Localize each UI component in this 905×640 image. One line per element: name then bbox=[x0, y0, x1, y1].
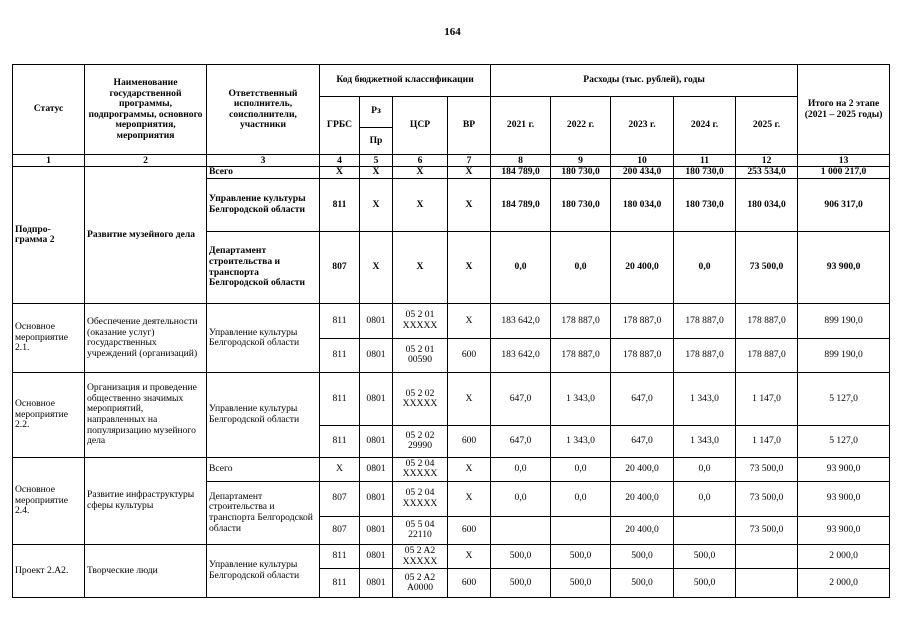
value-cell: 1 343,0 bbox=[674, 426, 736, 458]
vr-cell: X bbox=[448, 481, 491, 516]
total-cell: 899 190,0 bbox=[798, 304, 890, 339]
value-cell: 0,0 bbox=[674, 231, 736, 303]
csr-cell: 05 2 02 29990 bbox=[393, 426, 448, 458]
responsible-cell: Департамент строительства и транспорта Белгородской области bbox=[207, 231, 320, 303]
value-cell: 178 887,0 bbox=[611, 338, 674, 373]
value-cell: 178 887,0 bbox=[551, 338, 611, 373]
table-row bbox=[13, 304, 890, 339]
column-number: 7 bbox=[448, 155, 491, 167]
value-cell: 0,0 bbox=[491, 457, 551, 481]
grbs-cell: 811 bbox=[320, 569, 360, 598]
value-cell: 180 730,0 bbox=[551, 167, 611, 179]
status-cell: Основное мероприятие 2.1. bbox=[13, 304, 85, 373]
column-number: 9 bbox=[551, 155, 611, 167]
vr-cell: X bbox=[448, 231, 491, 303]
responsible-cell: Управление культуры Белгородской области bbox=[207, 304, 320, 373]
total-cell: 906 317,0 bbox=[798, 179, 890, 232]
value-cell: 500,0 bbox=[551, 569, 611, 598]
grbs-cell: 807 bbox=[320, 231, 360, 303]
header-year-2023: 2023 г. bbox=[611, 96, 674, 155]
vr-cell: X bbox=[448, 167, 491, 179]
value-cell: 200 434,0 bbox=[611, 167, 674, 179]
csr-cell: 05 2 04 XXXXX bbox=[393, 457, 448, 481]
rzpr-cell: 0801 bbox=[360, 426, 393, 458]
header-grbs: ГРБС bbox=[320, 96, 360, 155]
grbs-cell: X bbox=[320, 457, 360, 481]
value-cell: 1 343,0 bbox=[551, 426, 611, 458]
total-cell: 93 900,0 bbox=[798, 457, 890, 481]
value-cell: 183 642,0 bbox=[491, 304, 551, 339]
column-number-row bbox=[13, 155, 890, 167]
csr-cell: X bbox=[393, 179, 448, 232]
name-cell: Обеспечение деятельности (оказание услуг) государственных учреждений (организаций) bbox=[85, 304, 207, 373]
responsible-cell: Всего bbox=[207, 167, 320, 179]
rzpr-cell: 0801 bbox=[360, 516, 393, 544]
value-cell: 1 343,0 bbox=[551, 373, 611, 426]
grbs-cell: 807 bbox=[320, 516, 360, 544]
csr-cell: 05 2 01 XXXXX bbox=[393, 304, 448, 339]
grbs-cell: 811 bbox=[320, 426, 360, 458]
header-responsible: Ответственный исполнитель, соисполнители, участники bbox=[207, 65, 320, 155]
total-cell: 2 000,0 bbox=[798, 569, 890, 598]
total-cell: 5 127,0 bbox=[798, 426, 890, 458]
value-cell: 180 730,0 bbox=[551, 179, 611, 232]
rzpr-cell: X bbox=[360, 167, 393, 179]
total-cell: 1 000 217,0 bbox=[798, 167, 890, 179]
column-number: 6 bbox=[393, 155, 448, 167]
table-row bbox=[13, 457, 890, 481]
value-cell: 180 034,0 bbox=[611, 179, 674, 232]
responsible-cell: Управление культуры Белгородской области bbox=[207, 373, 320, 457]
grbs-cell: 811 bbox=[320, 373, 360, 426]
value-cell: 1 147,0 bbox=[736, 426, 798, 458]
vr-cell: X bbox=[448, 179, 491, 232]
name-cell: Развитие инфраструктуры сферы культуры bbox=[85, 457, 207, 544]
rzpr-cell: X bbox=[360, 231, 393, 303]
status-cell: Проект 2.А2. bbox=[13, 545, 85, 598]
csr-cell: 05 2 04 XXXXX bbox=[393, 481, 448, 516]
value-cell bbox=[674, 516, 736, 544]
vr-cell: X bbox=[448, 304, 491, 339]
header-name: Наименование государственной программы, подпрограммы, основного мероприятия, мероприятия bbox=[85, 65, 207, 155]
value-cell: 0,0 bbox=[491, 231, 551, 303]
status-cell: Подпро-грамма 2 bbox=[13, 167, 85, 304]
value-cell: 73 500,0 bbox=[736, 516, 798, 544]
csr-cell: 05 2 A2 XXXXX bbox=[393, 545, 448, 569]
header-row-1 bbox=[13, 65, 890, 97]
vr-cell: X bbox=[448, 545, 491, 569]
value-cell: 180 730,0 bbox=[674, 167, 736, 179]
status-cell: Основное мероприятие 2.4. bbox=[13, 457, 85, 544]
value-cell: 73 500,0 bbox=[736, 481, 798, 516]
rzpr-cell: 0801 bbox=[360, 373, 393, 426]
value-cell: 20 400,0 bbox=[611, 457, 674, 481]
grbs-cell: 807 bbox=[320, 481, 360, 516]
value-cell: 73 500,0 bbox=[736, 457, 798, 481]
value-cell: 647,0 bbox=[611, 426, 674, 458]
grbs-cell: 811 bbox=[320, 304, 360, 339]
value-cell: 647,0 bbox=[491, 426, 551, 458]
vr-cell: 600 bbox=[448, 426, 491, 458]
header-year-2025: 2025 г. bbox=[736, 96, 798, 155]
value-cell bbox=[491, 516, 551, 544]
column-number: 12 bbox=[736, 155, 798, 167]
csr-cell: 05 5 04 22110 bbox=[393, 516, 448, 544]
header-budget-code: Код бюджетной классификации bbox=[320, 65, 491, 97]
vr-cell: 600 bbox=[448, 516, 491, 544]
value-cell bbox=[736, 569, 798, 598]
csr-cell: X bbox=[393, 167, 448, 179]
header-year-2024: 2024 г. bbox=[674, 96, 736, 155]
value-cell: 647,0 bbox=[611, 373, 674, 426]
column-number: 3 bbox=[207, 155, 320, 167]
value-cell: 184 789,0 bbox=[491, 167, 551, 179]
value-cell: 0,0 bbox=[674, 481, 736, 516]
value-cell: 0,0 bbox=[491, 481, 551, 516]
csr-cell: 05 2 02 XXXXX bbox=[393, 373, 448, 426]
value-cell: 253 534,0 bbox=[736, 167, 798, 179]
total-cell: 93 900,0 bbox=[798, 481, 890, 516]
grbs-cell: 811 bbox=[320, 338, 360, 373]
header-rz: Рз bbox=[360, 96, 393, 128]
grbs-cell: X bbox=[320, 167, 360, 179]
csr-cell: 05 2 01 00590 bbox=[393, 338, 448, 373]
value-cell: 0,0 bbox=[551, 231, 611, 303]
vr-cell: X bbox=[448, 457, 491, 481]
header-csr: ЦСР bbox=[393, 96, 448, 155]
value-cell: 180 034,0 bbox=[736, 179, 798, 232]
column-number: 1 bbox=[13, 155, 85, 167]
table-row bbox=[13, 373, 890, 426]
value-cell: 184 789,0 bbox=[491, 179, 551, 232]
column-number: 11 bbox=[674, 155, 736, 167]
page-number: 164 bbox=[444, 26, 461, 38]
value-cell: 500,0 bbox=[551, 545, 611, 569]
value-cell: 180 730,0 bbox=[674, 179, 736, 232]
name-cell: Развитие музейного дела bbox=[85, 167, 207, 304]
column-number: 10 bbox=[611, 155, 674, 167]
rzpr-cell: 0801 bbox=[360, 481, 393, 516]
value-cell: 500,0 bbox=[611, 569, 674, 598]
total-cell: 93 900,0 bbox=[798, 516, 890, 544]
vr-cell: 600 bbox=[448, 338, 491, 373]
total-cell: 93 900,0 bbox=[798, 231, 890, 303]
responsible-cell: Управление культуры Белгородской области bbox=[207, 179, 320, 232]
total-cell: 899 190,0 bbox=[798, 338, 890, 373]
header-status: Статус bbox=[13, 65, 85, 155]
rzpr-cell: 0801 bbox=[360, 545, 393, 569]
rzpr-cell: 0801 bbox=[360, 457, 393, 481]
vr-cell: 600 bbox=[448, 569, 491, 598]
column-number: 5 bbox=[360, 155, 393, 167]
value-cell: 178 887,0 bbox=[674, 338, 736, 373]
budget-table bbox=[12, 64, 890, 598]
value-cell: 500,0 bbox=[491, 545, 551, 569]
vr-cell: X bbox=[448, 373, 491, 426]
value-cell: 0,0 bbox=[674, 457, 736, 481]
rzpr-cell: 0801 bbox=[360, 304, 393, 339]
responsible-cell: Управление культуры Белгородской области bbox=[207, 545, 320, 598]
value-cell: 647,0 bbox=[491, 373, 551, 426]
responsible-cell: Департамент строительства и транспорта Белгородской области bbox=[207, 481, 320, 544]
value-cell: 500,0 bbox=[491, 569, 551, 598]
value-cell: 178 887,0 bbox=[674, 304, 736, 339]
header-year-2022: 2022 г. bbox=[551, 96, 611, 155]
column-number: 4 bbox=[320, 155, 360, 167]
value-cell: 183 642,0 bbox=[491, 338, 551, 373]
header-vr: ВР bbox=[448, 96, 491, 155]
table-row bbox=[13, 167, 890, 179]
value-cell: 1 147,0 bbox=[736, 373, 798, 426]
rzpr-cell: X bbox=[360, 179, 393, 232]
column-number: 2 bbox=[85, 155, 207, 167]
name-cell: Организация и проведение общественно значимых мероприятий, направленных на популяризацию музейного дела bbox=[85, 373, 207, 457]
value-cell: 1 343,0 bbox=[674, 373, 736, 426]
total-cell: 5 127,0 bbox=[798, 373, 890, 426]
value-cell: 0,0 bbox=[551, 457, 611, 481]
value-cell: 20 400,0 bbox=[611, 481, 674, 516]
grbs-cell: 811 bbox=[320, 179, 360, 232]
value-cell bbox=[551, 516, 611, 544]
value-cell: 178 887,0 bbox=[736, 304, 798, 339]
status-cell: Основное мероприятие 2.2. bbox=[13, 373, 85, 457]
header-year-2021: 2021 г. bbox=[491, 96, 551, 155]
header-expenses: Расходы (тыс. рублей), годы bbox=[491, 65, 798, 97]
column-number: 13 bbox=[798, 155, 890, 167]
total-cell: 2 000,0 bbox=[798, 545, 890, 569]
value-cell: 178 887,0 bbox=[551, 304, 611, 339]
name-cell: Творческие люди bbox=[85, 545, 207, 598]
value-cell: 73 500,0 bbox=[736, 231, 798, 303]
value-cell: 0,0 bbox=[551, 481, 611, 516]
header-pr: Пр bbox=[360, 128, 393, 155]
column-number: 8 bbox=[491, 155, 551, 167]
value-cell: 500,0 bbox=[611, 545, 674, 569]
rzpr-cell: 0801 bbox=[360, 338, 393, 373]
responsible-cell: Всего bbox=[207, 457, 320, 481]
rzpr-cell: 0801 bbox=[360, 569, 393, 598]
value-cell: 178 887,0 bbox=[736, 338, 798, 373]
value-cell: 178 887,0 bbox=[611, 304, 674, 339]
value-cell: 20 400,0 bbox=[611, 516, 674, 544]
grbs-cell: 811 bbox=[320, 545, 360, 569]
table-row bbox=[13, 545, 890, 569]
csr-cell: 05 2 A2 A0000 bbox=[393, 569, 448, 598]
value-cell: 500,0 bbox=[674, 545, 736, 569]
value-cell: 20 400,0 bbox=[611, 231, 674, 303]
header-total: Итого на 2 этапе (2021 – 2025 годы) bbox=[798, 65, 890, 155]
value-cell: 500,0 bbox=[674, 569, 736, 598]
csr-cell: X bbox=[393, 231, 448, 303]
value-cell bbox=[736, 545, 798, 569]
